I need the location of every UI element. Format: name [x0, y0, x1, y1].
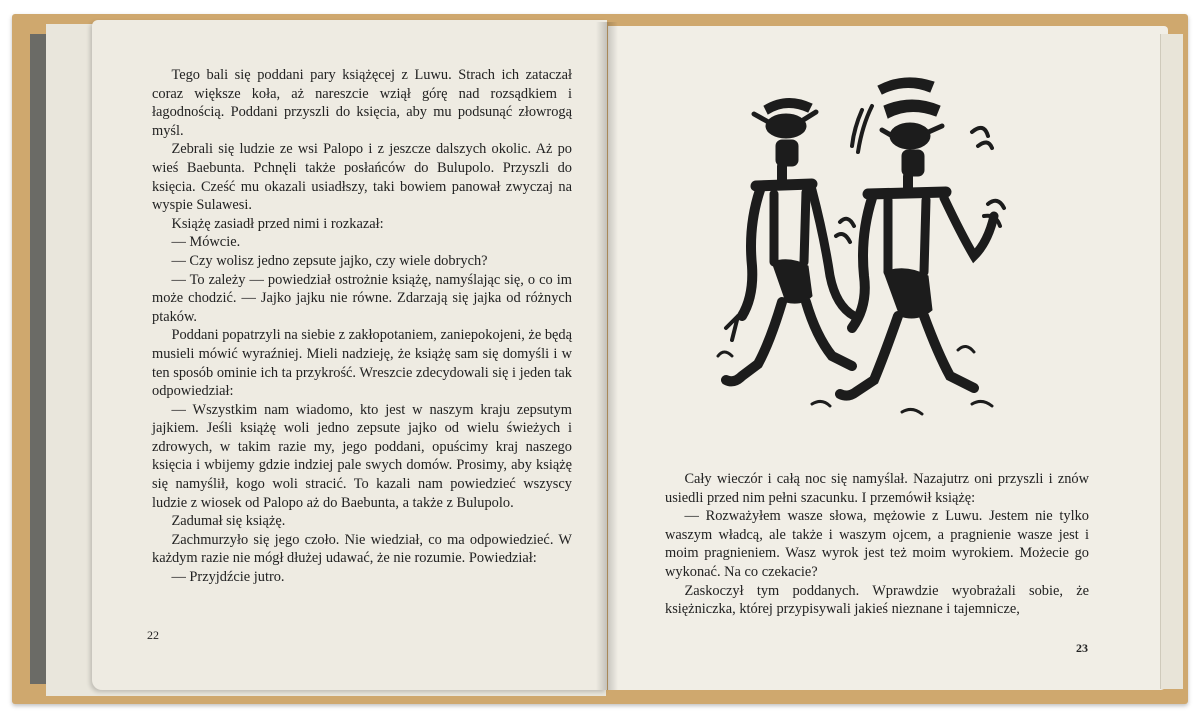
right-page-text	[665, 470, 1089, 619]
paragraph: — Mówcie.	[171, 234, 241, 251]
book-gutter	[596, 22, 618, 690]
paragraph: Cały wieczór i całą noc się namyślał. Nazajutrz oni przyszli i znów usiedli przed nim pełni szacunku. I przemówił książę:	[665, 471, 1089, 506]
paragraph: Zadumał się książę.	[171, 513, 286, 530]
woodcut-illustration	[712, 66, 1012, 426]
paragraph: — To zależy — powiedział ostrożnie książę, namyślając się, o co im może chodzić. — Jajko jajku nie równe. Zdarzają się jajka od różnych ptaków.	[152, 271, 572, 325]
right-figure	[836, 78, 1004, 396]
page-number-left: 22	[147, 628, 159, 642]
paragraph: Zaskoczył tym poddanych. Wprawdzie wyobrażali sobie, że księżniczka, której przypisywali jakieś nieznane i tajemnicze,	[665, 582, 1089, 618]
right-page-stack	[1160, 34, 1183, 689]
paragraph: — Rozważyłem wasze słowa, mężowie z Luwu. Jestem nie tylko waszym władcą, ale także i waszym ojcem, a pragnienie wasze jest i moim pragnieniem. Wasz wyrok jest też moim wyrokiem. Możecie go wykonać. Na co czekacie?	[665, 508, 1089, 580]
page-number-right: 23	[1076, 641, 1088, 655]
paragraph: — Wszystkim nam wiadomo, kto jest w naszym kraju zepsutym jajkiem. Jeśli książę woli jedno zepsute jajko od wielu świeżych i zdrowych, w takim razie my, jego poddani, opuścimy kraj naszego księcia i wbijemy gdzie indziej pale swych domów. Prosimy, aby książę się namyślił, kogo woli stracić. To kazali nam powiedzieć wszyscy ludzie z wiosek od Palopo aż do Baebunta, a także z Bulupolo.	[152, 401, 572, 511]
left-page-text	[152, 66, 572, 587]
paragraph: Zebrali się ludzie ze wsi Palopo i z jeszcze dalszych okolic. Aż po wieś Baebunta. Pchnęli także posłańców do Bulupolo. Przyszli do księcia. Cześć mu okazali usiadłszy, taki bowiem panował zwyczaj na wyspie Sulawesi.	[152, 141, 572, 214]
paragraph: Tego bali się poddani pary książęcej z Luwu. Strach ich zataczał coraz większe koła, aż nareszcie wziął górę nad rozsądkiem i łagodnością. Poddani przyszli do księcia, aby mu podsunąć złowrogą myśl.	[152, 67, 572, 139]
left-figure	[726, 98, 854, 381]
paragraph: — Przyjdźcie jutro.	[171, 569, 285, 586]
paragraph: — Czy wolisz jedno zepsute jajko, czy wiele dobrych?	[171, 252, 488, 269]
paragraph: Poddani popatrzyli na siebie z zakłopotaniem, zaniepokojeni, że będą musieli mówić wyraźniej. Mieli nadzieję, że książę sam się domyśli i w ten sposób ominie ich ta przykrość. Wreszcie zdecydowali się i jeden tak odpowiedział:	[152, 327, 572, 400]
paragraph: Zachmurzyło się jego czoło. Nie wiedział, co ma odpowiedzieć. W każdym razie nie mógł dłużej udawać, że nie rozumie. Powiedział:	[152, 531, 572, 567]
paragraph: Książę zasiadł przed nimi i rozkazał:	[171, 215, 384, 232]
